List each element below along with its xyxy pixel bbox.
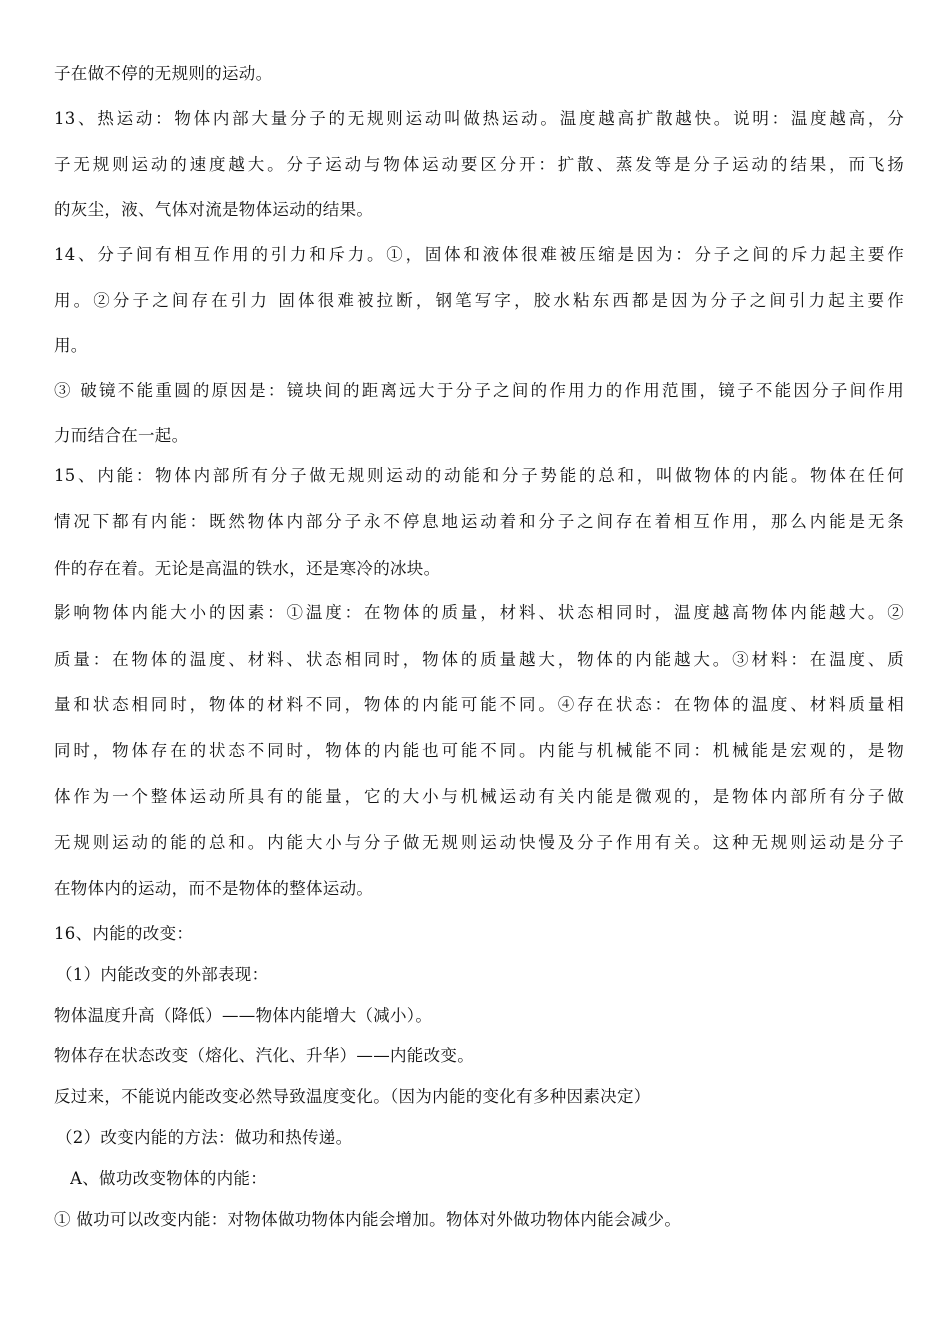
text-line: 件的存在着。无论是高温的铁水，还是寒冷的冰块。: [54, 559, 441, 578]
text-line: 在物体内的运动，而不是物体的整体运动。: [54, 879, 374, 898]
text-line: 子在做不停的无规则的运动。: [54, 64, 273, 83]
text-line: 13、热运动：物体内部大量分子的无规则运动叫做热运动。温度越高扩散越快。说明：温度越高，分: [54, 109, 904, 128]
text-line: 体作为一个整体运动所具有的能量，它的大小与机械运动有关内能是微观的，是物体内部所有分子做: [54, 787, 904, 806]
text-line: （1）内能改变的外部表现：: [56, 965, 269, 984]
text-line: 物体存在状态改变（熔化、汽化、升华）——内能改变。: [54, 1046, 474, 1065]
text-line: 16、内能的改变：: [54, 924, 194, 943]
text-line: 子无规则运动的速度越大。分子运动与物体运动要区分开：扩散、蒸发等是分子运动的结果，而飞扬: [54, 155, 904, 174]
text-line: 物体温度升高（降低）——物体内能增大（减小）。: [54, 1006, 433, 1025]
text-line: 影响物体内能大小的因素：①温度：在物体的质量，材料、状态相同时，温度越高物体内能越大。②: [54, 603, 904, 622]
text-line: 反过来，不能说内能改变必然导致温度变化。（因为内能的变化有多种因素决定）: [54, 1087, 651, 1106]
text-line: 15、内能：物体内部所有分子做无规则运动的动能和分子势能的总和，叫做物体的内能。物体在任何: [54, 466, 904, 485]
text-line: 力而结合在一起。: [54, 426, 189, 445]
text-line: 用。②分子之间存在引力 固体很难被拉断，钢笔写字，胶水粘东西都是因为分子之间引力起主要作: [54, 291, 904, 310]
text-line: 14、分子间有相互作用的引力和斥力。①，固体和液体很难被压缩是因为：分子之间的斥力起主要作: [54, 245, 904, 264]
text-line: 质量：在物体的温度、材料、状态相同时，物体的质量越大，物体的内能越大。③材料：在温度、质: [54, 650, 904, 669]
text-line: （2）改变内能的方法：做功和热传递。: [56, 1128, 353, 1147]
text-line: A、做功改变物体的内能：: [70, 1169, 268, 1188]
text-line: 的灰尘，液、气体对流是物体运动的结果。: [54, 200, 374, 219]
text-line: 无规则运动的能的总和。内能大小与分子做无规则运动快慢及分子作用有关。这种无规则运动是分子: [54, 833, 904, 852]
text-line: 量和状态相同时，物体的材料不同，物体的内能可能不同。④存在状态：在物体的温度、材料质量相: [54, 695, 904, 714]
text-line: 用。: [54, 336, 88, 355]
text-line: 同时，物体存在的状态不同时，物体的内能也可能不同。内能与机械能不同：机械能是宏观的，是物: [54, 741, 904, 760]
text-line: 情况下都有内能：既然物体内部分子永不停息地运动着和分子之间存在着相互作用，那么内能是无条: [54, 512, 904, 531]
text-line: ① 做功可以改变内能：对物体做功物体内能会增加。物体对外做功物体内能会减少。: [54, 1210, 682, 1229]
text-line: ③ 破镜不能重圆的原因是：镜块间的距离远大于分子之间的作用力的作用范围，镜子不能因分子间作用: [54, 381, 904, 400]
